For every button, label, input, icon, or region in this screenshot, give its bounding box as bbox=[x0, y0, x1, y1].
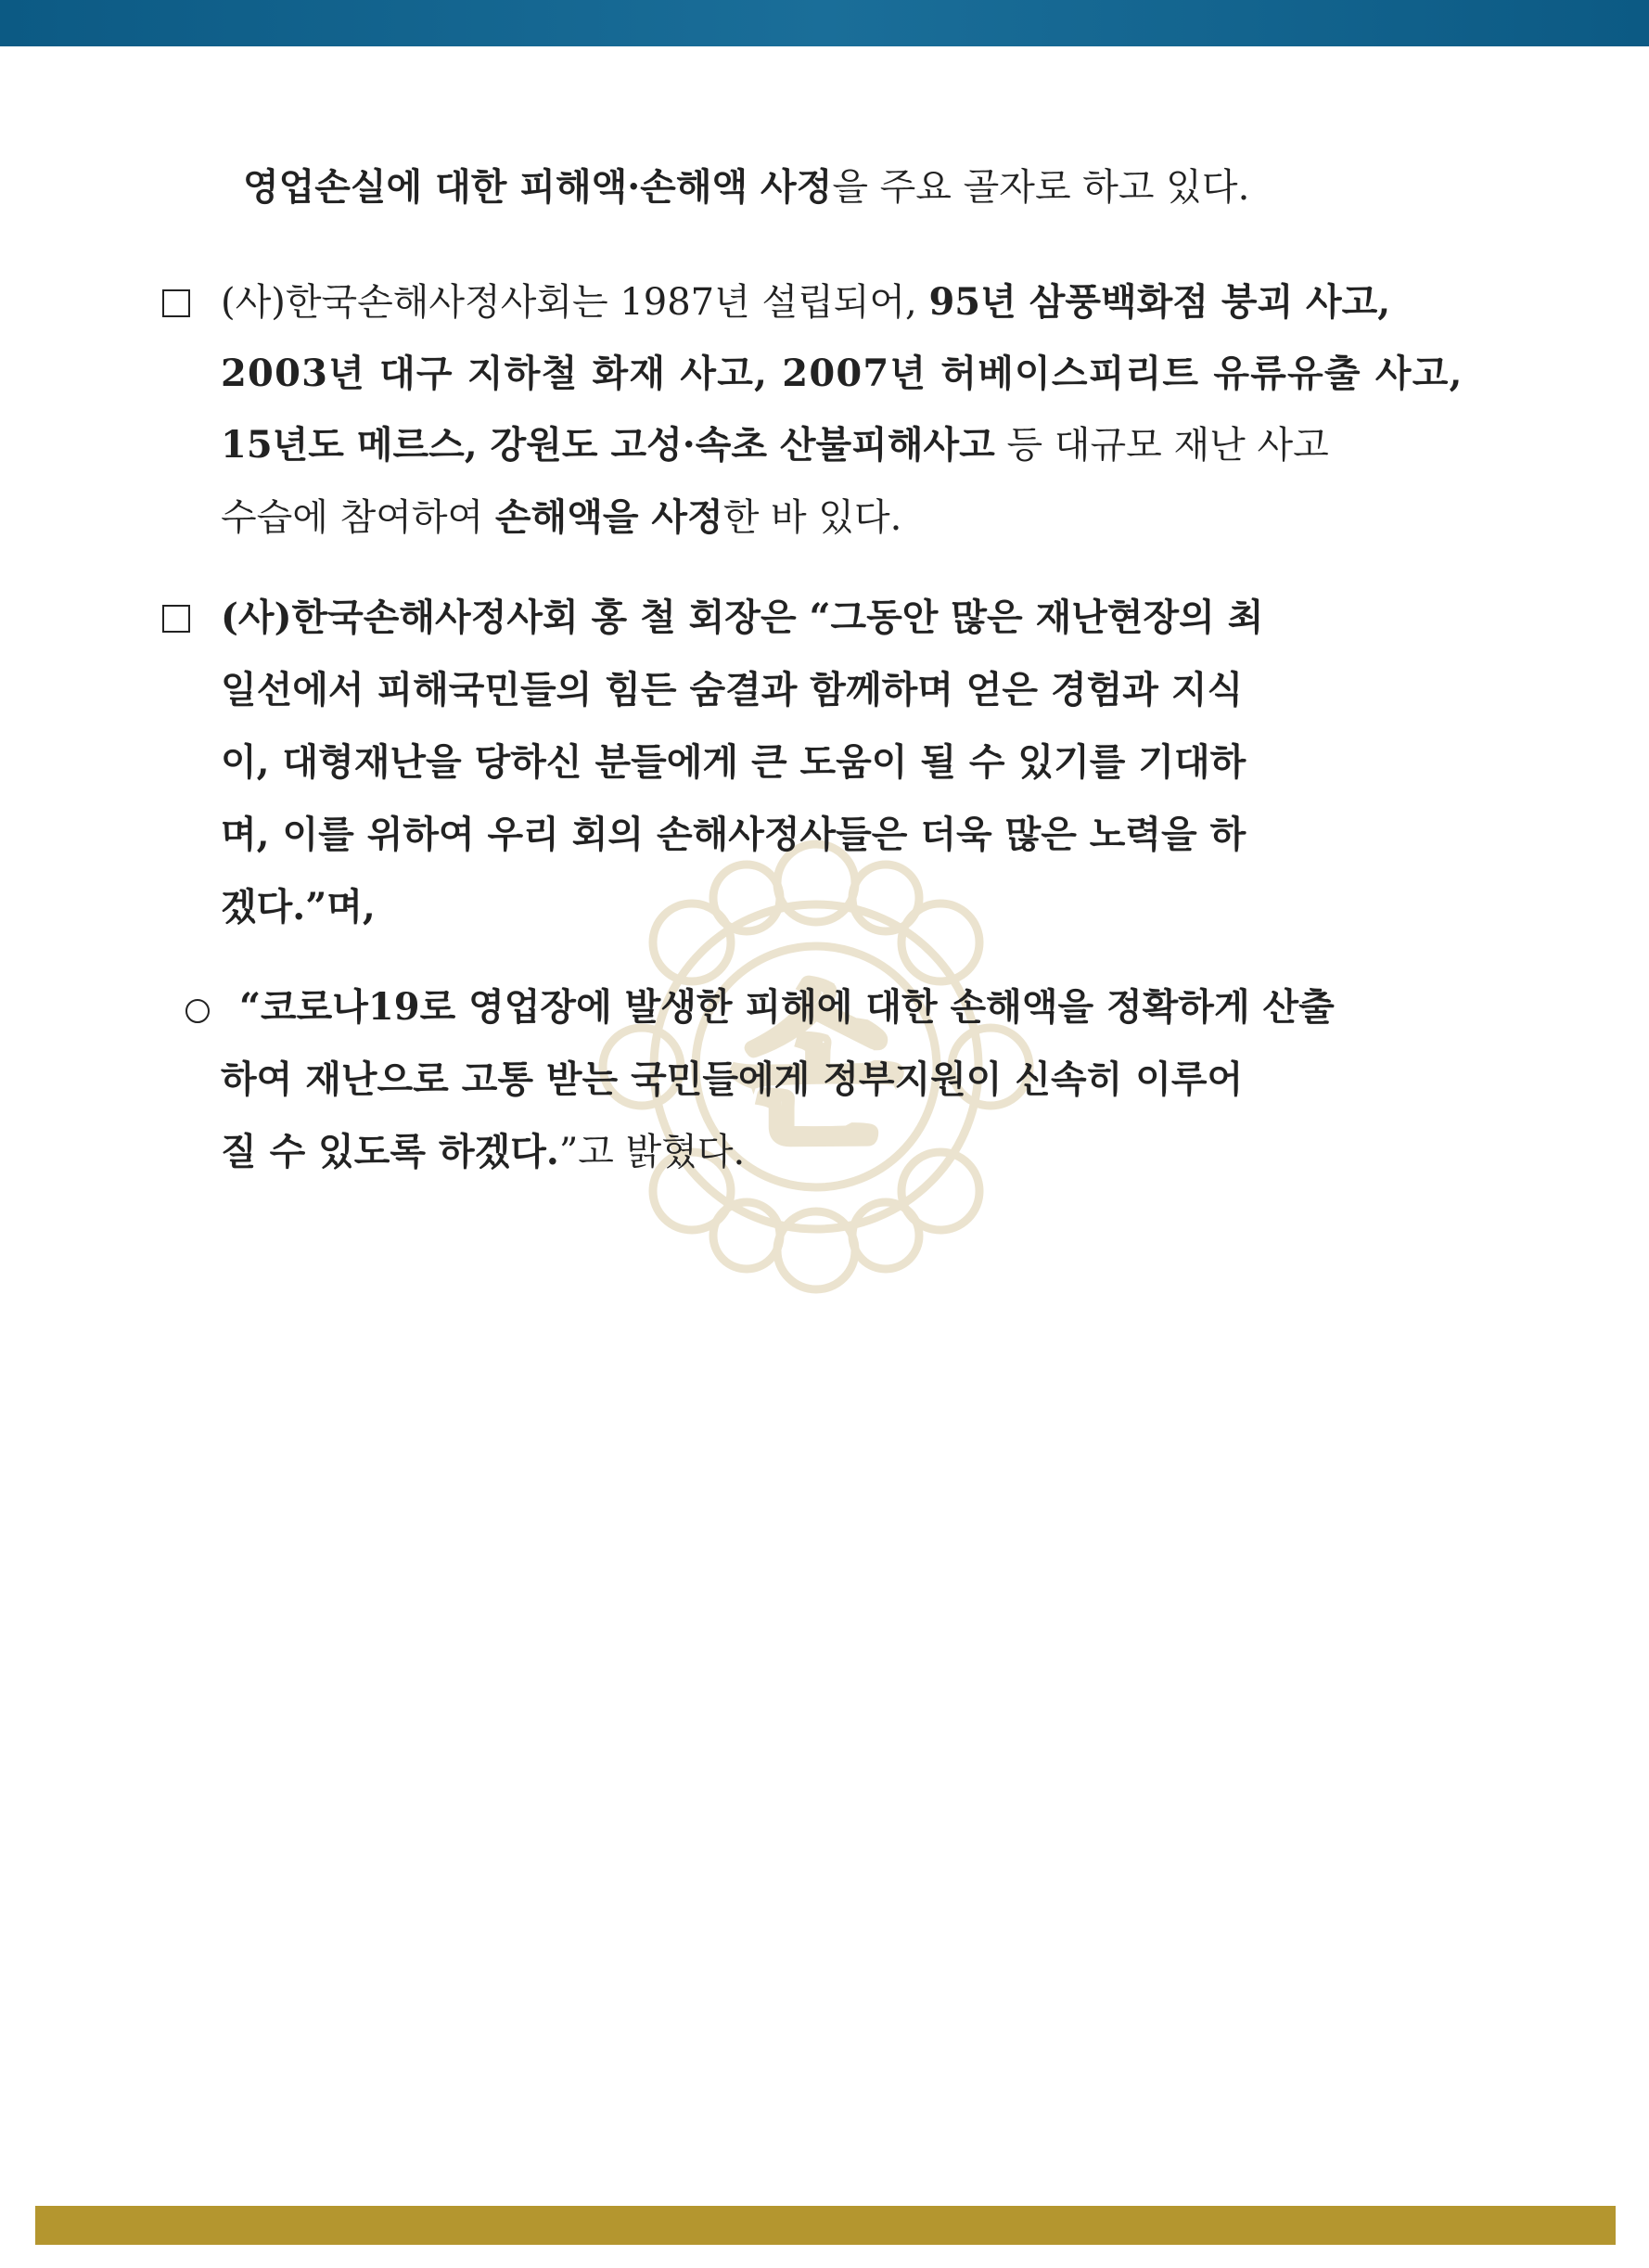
checkbox-square-icon bbox=[162, 605, 190, 633]
item1-line1 bbox=[221, 276, 1491, 328]
watermark-glyph: 손 bbox=[731, 964, 901, 1169]
item2-line1: (사)한국손해사정사회 홍 철 회장은 “그동안 많은 재난현장의 최 bbox=[221, 596, 1264, 639]
item1-line3 bbox=[221, 419, 1329, 471]
bottom-footer-bar bbox=[35, 2206, 1616, 2245]
item1-line4 bbox=[221, 492, 901, 544]
item1-line4-tail: 한 바 있다. bbox=[722, 496, 902, 539]
item2-line4: 며, 이를 위하여 우리 회의 손해사정사들은 더욱 많은 노력을 하 bbox=[221, 813, 1246, 856]
item1-line4-text: 수습에 참여하여 bbox=[221, 496, 495, 539]
item3-line2: 하여 재난으로 고통 받는 국민들에게 정부지원이 신속히 이루어 bbox=[221, 1057, 1244, 1101]
item1-line1-bold: 95년 삼풍백화점 붕괴 사고, bbox=[928, 280, 1391, 324]
item3-line1: “코로나19로 영업장에 발생한 피해에 대한 손해액을 정확하게 산출 bbox=[239, 985, 1335, 1029]
item3-line3-bold: 질 수 있도록 하겠다. bbox=[221, 1130, 559, 1173]
item1-line1-text: (사)한국손해사정사회는 1987년 설립되어, bbox=[221, 281, 929, 324]
checkbox-square-icon bbox=[162, 289, 190, 317]
item1-line2: 2003년 대구 지하철 화재 사고, 2007년 허베이스피리트 유류유출 사고, bbox=[221, 352, 1464, 395]
item3-line3 bbox=[221, 1126, 745, 1178]
bullet-circle-icon bbox=[185, 999, 210, 1023]
item2-line3: 이, 대형재난을 당하신 분들에게 큰 도움이 될 수 있기를 기대하 bbox=[221, 740, 1246, 784]
intro-line bbox=[243, 161, 1249, 213]
item2-line2: 일선에서 피해국민들의 힘든 숨결과 함께하며 얻은 경험과 지식 bbox=[221, 668, 1244, 711]
item2-line5: 겠다.”며, bbox=[221, 885, 376, 929]
item1-line4-bold: 손해액을 사정 bbox=[494, 495, 723, 539]
item1-line3-text: 등 대규모 재난 사고 bbox=[994, 424, 1329, 467]
item3-line3-text: ”고 밝혔다. bbox=[558, 1131, 746, 1173]
top-header-bar bbox=[0, 0, 1649, 46]
item1-line3-bold: 15년도 메르스, 강원도 고성·속초 산불피해사고 bbox=[221, 423, 995, 467]
intro-rest: 을 주요 골자로 하고 있다. bbox=[832, 166, 1250, 209]
intro-bold: 영업손실에 대한 피해액·손해액 사정 bbox=[243, 165, 833, 209]
